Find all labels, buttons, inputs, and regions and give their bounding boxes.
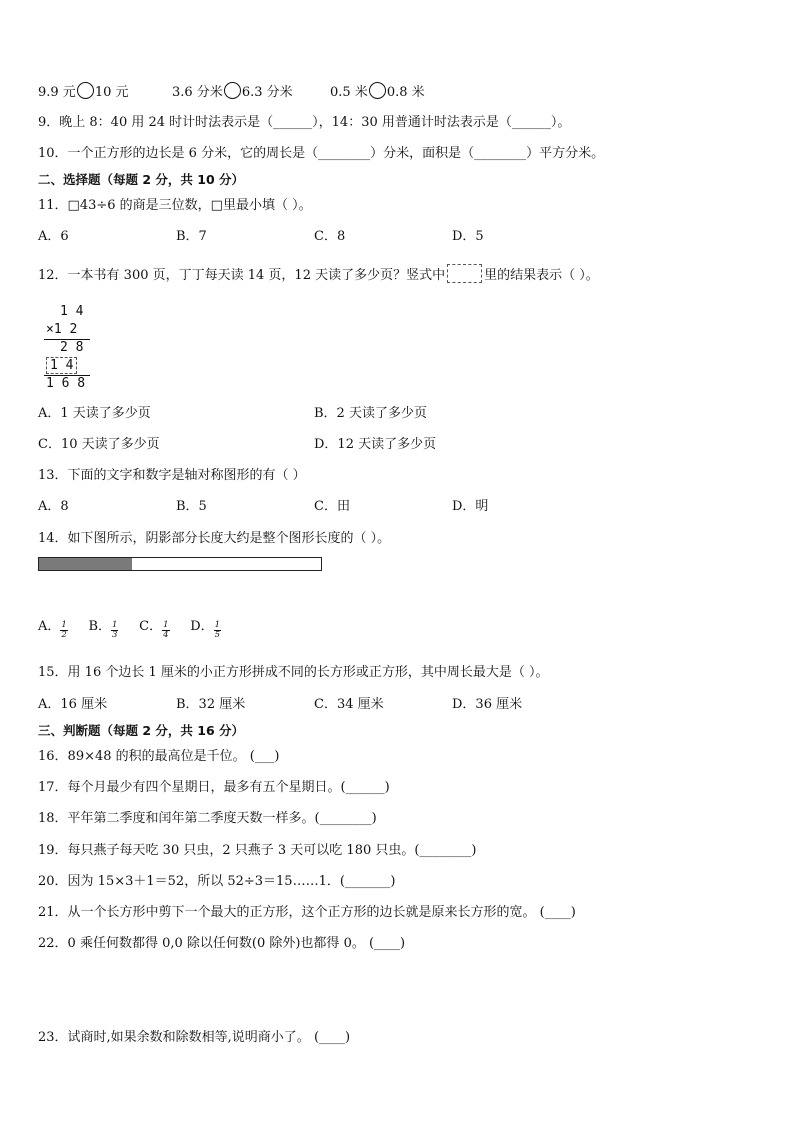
vm-row-4	[46, 357, 85, 375]
compare-circle[interactable]	[77, 82, 94, 99]
vm-line-2	[44, 375, 90, 376]
question-12	[38, 264, 599, 285]
q12-option-a[interactable]: A．1 天读了多少页	[38, 406, 151, 421]
q12-text-before: 12．一本书有 300 页，丁丁每天读 14 页，12 天读了多少页？竖式中	[38, 268, 446, 283]
compare-circle[interactable]	[224, 82, 241, 99]
q8-compare-c	[330, 82, 425, 102]
vm-dashed-partial: 1 4	[46, 357, 77, 374]
option-label: A．	[38, 619, 61, 634]
question-9: 9．晚上 8：40 用 24 时计时法表示是（______），14：30 用普通计时法表示是（______）。	[38, 115, 571, 130]
question-18: 18．平年第二季度和闰年第二季度天数一样多。(________)	[38, 811, 377, 826]
q11-option-c[interactable]: C．8	[314, 229, 346, 244]
q15-option-d[interactable]: D．36 厘米	[452, 697, 523, 712]
q13-option-d[interactable]: D．明	[452, 499, 489, 514]
q13-option-a[interactable]: A．8	[38, 499, 69, 514]
question-16: 16．89×48 的积的最高位是千位。 (___)	[38, 749, 280, 764]
numerator: 1	[163, 620, 169, 630]
question-17: 17．每个月最少有四个星期日，最多有五个星期日。(______)	[38, 780, 390, 795]
q13-option-c[interactable]: C．田	[314, 499, 350, 514]
q11-option-a[interactable]: A．6	[38, 229, 69, 244]
question-21: 21．从一个长方形中剪下一个最大的正方形，这个正方形的边长就是原来长方形的宽。 (____)	[38, 905, 576, 920]
q8-c-right: 0.8 米	[386, 85, 425, 100]
fraction	[111, 621, 118, 640]
q14-options	[38, 618, 221, 640]
q15-option-a[interactable]: A．16 厘米	[38, 697, 108, 712]
shaded-segment	[39, 558, 132, 570]
fraction	[162, 621, 169, 640]
question-22: 22．0 乘任何数都得 0,0 除以任何数(0 除外)也都得 0。 (____)	[38, 936, 406, 951]
question-19: 19．每只燕子每天吃 30 只虫，2 只燕子 3 天可以吃 180 只虫。(________)	[38, 843, 477, 858]
q13-option-b[interactable]: B．5	[176, 499, 207, 514]
q15-option-b[interactable]: B．32 厘米	[176, 697, 246, 712]
vm-row-3: 2 8	[60, 340, 84, 355]
vm-row-2: ×1 2	[46, 322, 78, 337]
numerator: 1	[112, 620, 118, 630]
vertical-multiplication	[46, 303, 85, 393]
question-13: 13．下面的文字和数字是轴对称图形的有（ ）	[38, 468, 306, 483]
q8-compare-a	[38, 82, 129, 102]
q8-b-right: 6.3 分米	[241, 85, 293, 100]
section-choice-heading: 二、选择题（每题 2 分，共 10 分）	[38, 172, 245, 187]
q15-option-c[interactable]: C．34 厘米	[314, 697, 384, 712]
q8-a-right: 10 元	[94, 85, 129, 100]
denominator: 5	[214, 630, 221, 640]
fraction	[214, 621, 221, 640]
q12-option-b[interactable]: B．2 天读了多少页	[314, 406, 427, 421]
numerator: 1	[214, 620, 221, 630]
question-23: 23．试商时,如果余数和除数相等,说明商小了。 (____)	[38, 1030, 351, 1045]
question-10: 10．一个正方形的边长是 6 分米，它的周长是（________）分米，面积是（________）平方分米。	[38, 146, 605, 161]
section-judge-heading: 三、判断题（每题 2 分，共 16 分）	[38, 723, 245, 738]
length-bar	[38, 557, 322, 571]
question-11: 11．□43÷6 的商是三位数，□里最小填（ ）。	[38, 198, 312, 213]
q11-option-b[interactable]: B．7	[176, 229, 207, 244]
vm-row-5: 1 6 8	[46, 376, 86, 391]
q14-option-b[interactable]	[88, 619, 118, 640]
q8-c-left: 0.5 米	[330, 85, 368, 100]
question-15: 15．用 16 个边长 1 厘米的小正方形拼成不同的长方形或正方形，其中周长最大是（ ）。	[38, 665, 549, 680]
q12-option-d[interactable]: D．12 天读了多少页	[314, 437, 437, 452]
q12-text-after: 里的结果表示（ ）。	[484, 268, 599, 283]
fraction	[60, 621, 67, 640]
compare-circle[interactable]	[369, 82, 386, 99]
dashed-box	[447, 264, 482, 283]
q8-compare-b	[172, 82, 293, 102]
option-label: D．	[190, 619, 214, 634]
q14-option-d[interactable]	[190, 619, 221, 640]
denominator: 3	[112, 630, 118, 640]
q8-a-left: 9.9 元	[38, 85, 76, 100]
denominator: 4	[163, 630, 169, 640]
q12-option-c[interactable]: C．10 天读了多少页	[38, 437, 160, 452]
option-label: C．	[139, 619, 163, 634]
denominator: 2	[61, 630, 67, 640]
option-label: B．	[88, 619, 112, 634]
q8-b-left: 3.6 分米	[172, 85, 223, 100]
q11-option-d[interactable]: D．5	[452, 229, 484, 244]
question-14: 14．如下图所示，阴影部分长度大约是整个图形长度的（ ）。	[38, 531, 391, 546]
question-20: 20．因为 15×3＋1＝52，所以 52÷3＝15……1．(_______)	[38, 874, 396, 889]
vm-row-1: 1 4	[60, 304, 84, 319]
vm-line-1	[44, 339, 90, 340]
q14-option-c[interactable]	[139, 619, 169, 640]
q14-option-a[interactable]	[38, 619, 68, 640]
numerator: 1	[61, 620, 67, 630]
